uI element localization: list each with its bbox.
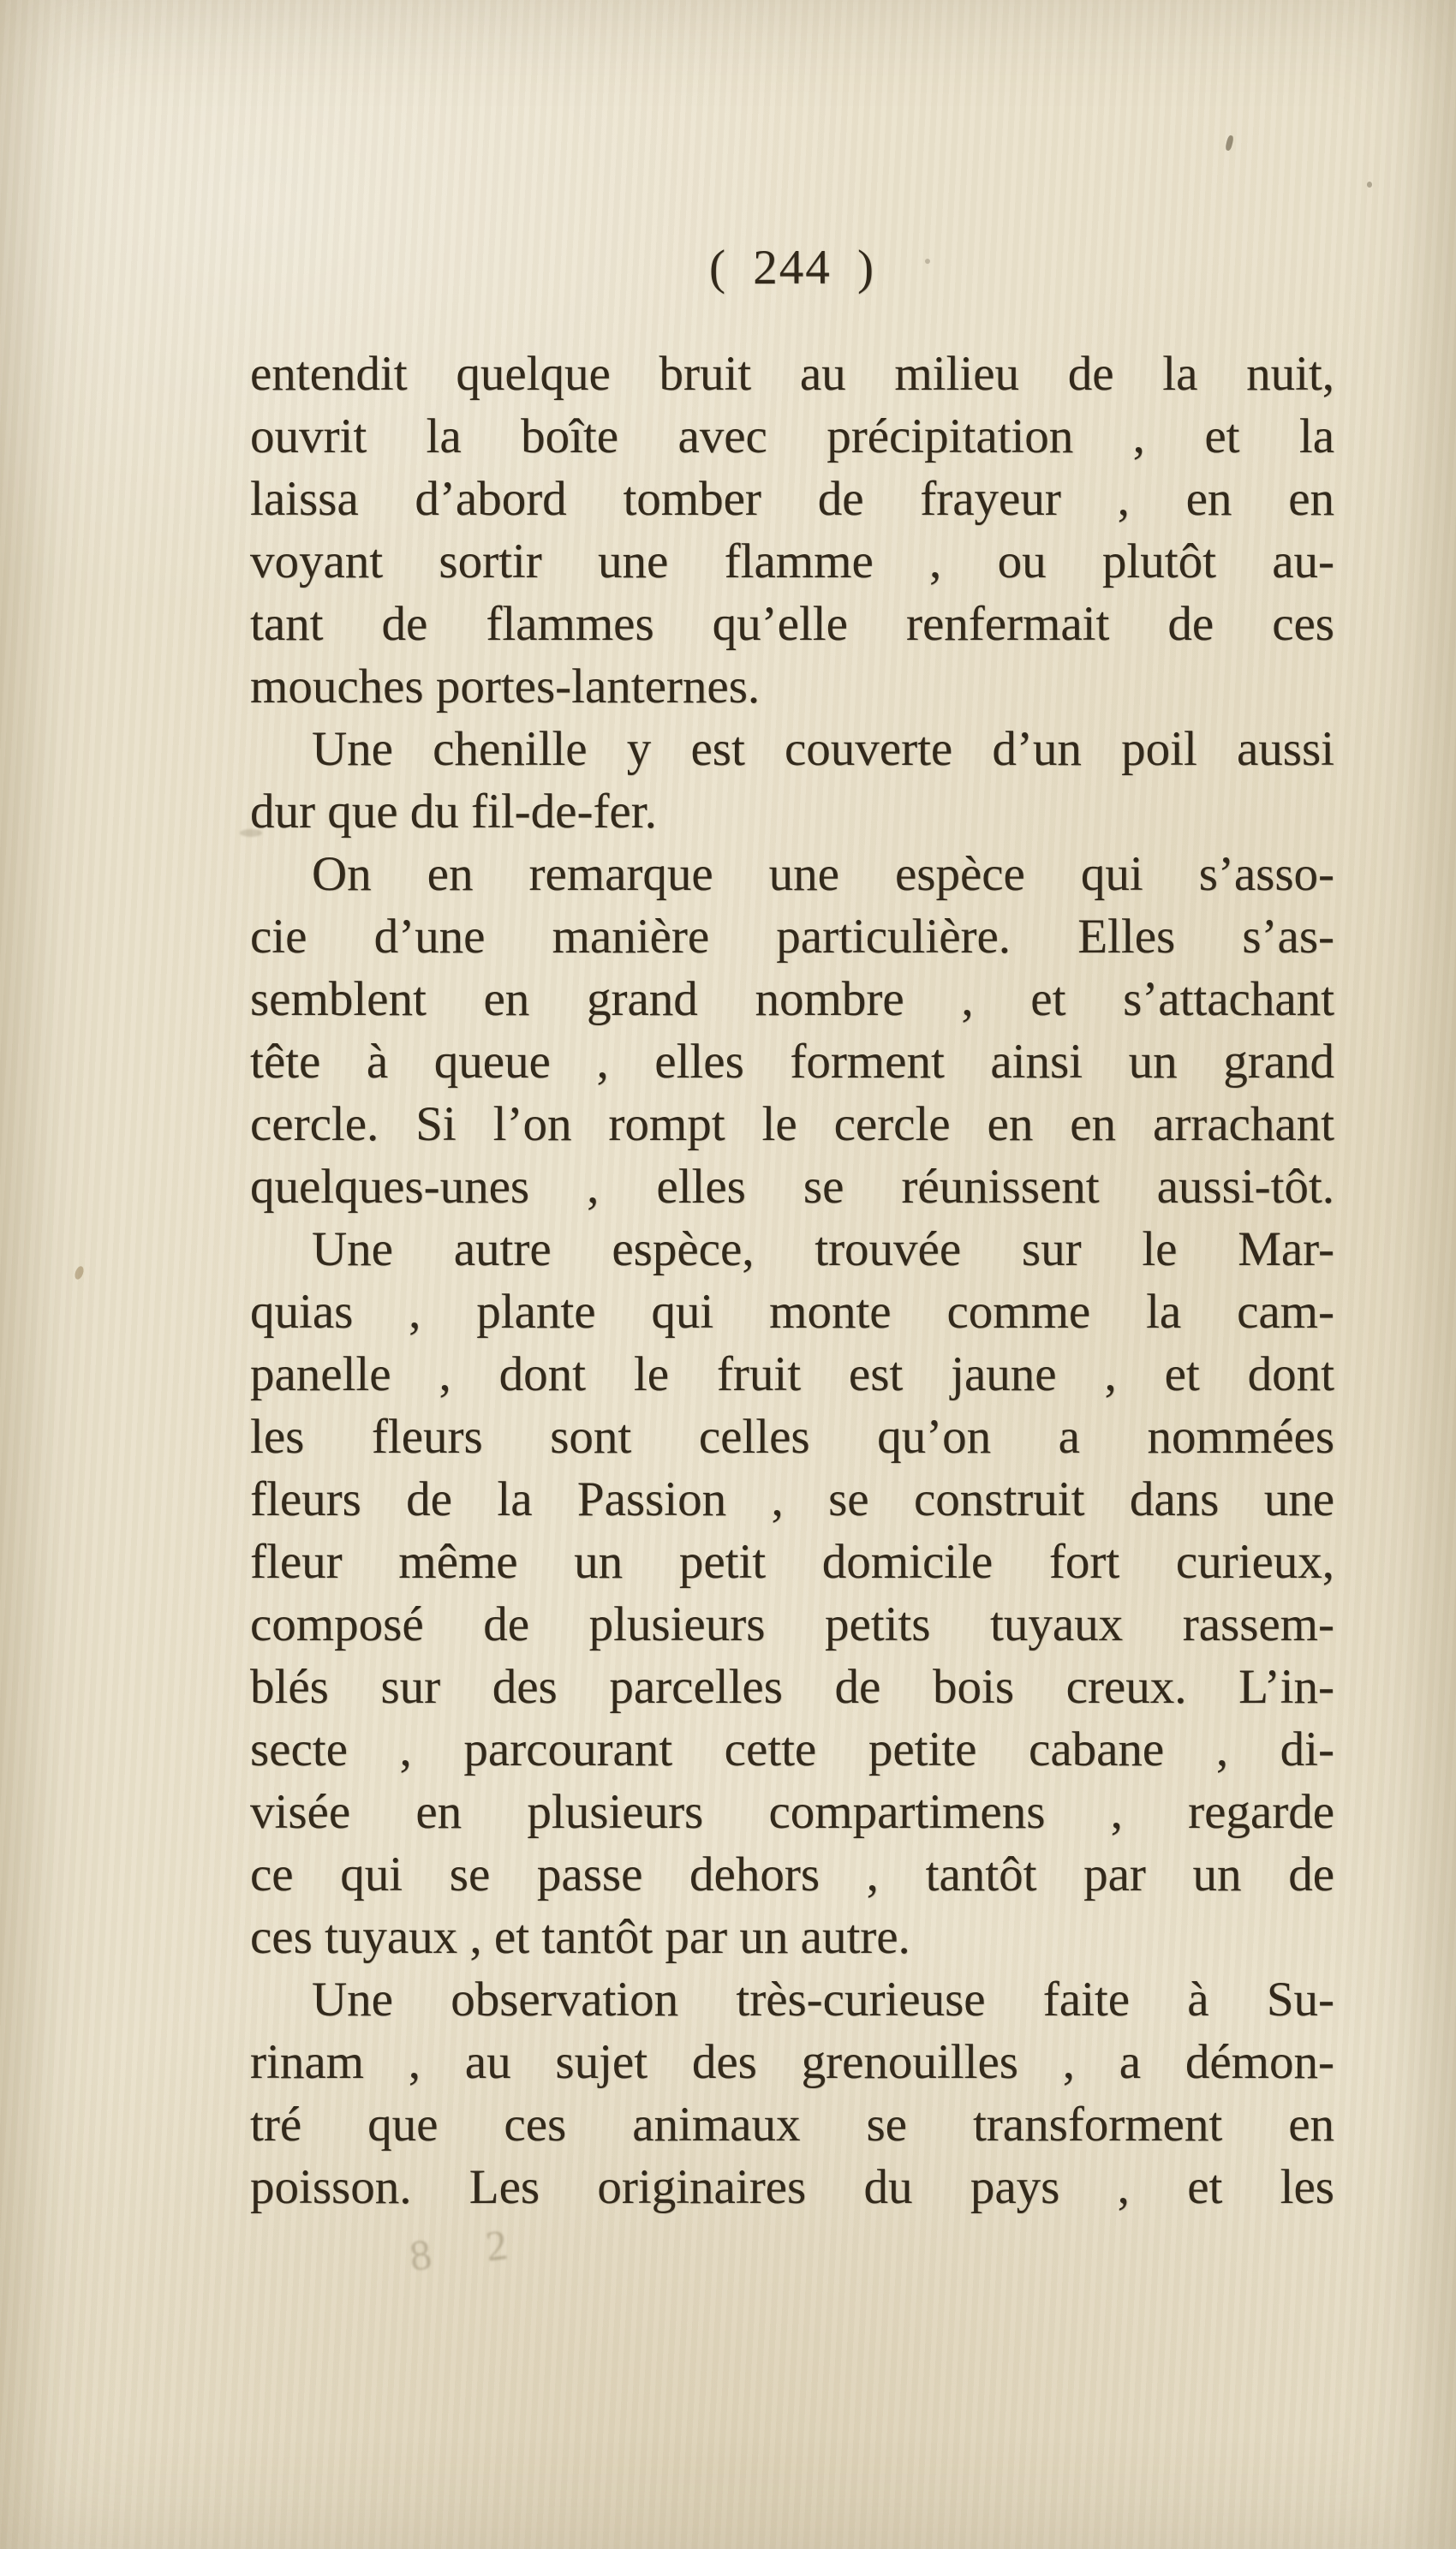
text-line: semblent en grand nombre , et s’attachant — [250, 972, 1334, 1026]
text-line: tant de flammes qu’elle renfermait de ces — [250, 597, 1334, 651]
text-line: entendit quelque bruit au milieu de la nuit, — [250, 347, 1334, 401]
text-line: tête à queue , elles forment ainsi un grand — [250, 1035, 1334, 1089]
text-line: cercle. Si l’on rompt le cercle en en arrachant — [250, 1097, 1334, 1151]
page-number-header: ( 244 ) — [709, 241, 875, 295]
ink-speck — [240, 829, 262, 837]
text-line: mouches portes-lanternes. — [250, 660, 761, 713]
text-line: quias , plante qui monte comme la cam- — [250, 1285, 1334, 1339]
text-line: voyant sortir une flamme , ou plutôt au- — [250, 534, 1334, 588]
ink-speck — [74, 1265, 86, 1280]
text-line: fleur même un petit domicile fort curieux, — [250, 1535, 1334, 1589]
text-line: Une chenille y est couverte d’un poil aussi — [312, 722, 1334, 776]
ink-speck — [1367, 182, 1372, 188]
text-line: les fleurs sont celles qu’on a nommées — [250, 1410, 1334, 1464]
ink-speck — [925, 259, 930, 264]
text-line: quelques-unes , elles se réunissent aussi-tôt. — [250, 1160, 1334, 1214]
text-line: Une observation très-curieuse faite à Su- — [312, 1973, 1334, 2027]
text-line: laissa d’abord tomber de frayeur , en en — [250, 472, 1334, 526]
text-line: tré que ces animaux se transforment en — [250, 2098, 1334, 2152]
text-line: secte , parcourant cette petite cabane , di- — [250, 1722, 1334, 1776]
text-line: ce qui se passe dehors , tantôt par un de — [250, 1848, 1334, 1901]
text-line: dur que du fil-de-fer. — [250, 785, 657, 839]
text-line: cie d’une manière particulière. Elles s’as- — [250, 910, 1334, 964]
text-line: Une autre espèce, trouvée sur le Mar- — [312, 1222, 1334, 1276]
text-line: visée en plusieurs compartimens , regarde — [250, 1785, 1334, 1839]
text-line: ouvrit la boîte avec précipitation , et la — [250, 409, 1334, 463]
text-line: fleurs de la Passion , se construit dans une — [250, 1472, 1334, 1526]
text-line: blés sur des parcelles de bois creux. L’in- — [250, 1660, 1334, 1714]
text-line: composé de plusieurs petits tuyaux rassem- — [250, 1597, 1334, 1651]
text-line: poisson. Les originaires du pays , et les — [250, 2160, 1334, 2214]
signature-mark-showthrough: 8 2 — [407, 2217, 533, 2280]
text-line: panelle , dont le fruit est jaune , et dont — [250, 1347, 1334, 1401]
text-line: rinam , au sujet des grenouilles , a démon- — [250, 2035, 1334, 2089]
ink-speck — [1225, 134, 1234, 151]
text-block — [250, 343, 1334, 2218]
text-line: ces tuyaux , et tantôt par un autre. — [250, 1910, 910, 1964]
text-line: On en remarque une espèce qui s’asso- — [312, 847, 1334, 901]
